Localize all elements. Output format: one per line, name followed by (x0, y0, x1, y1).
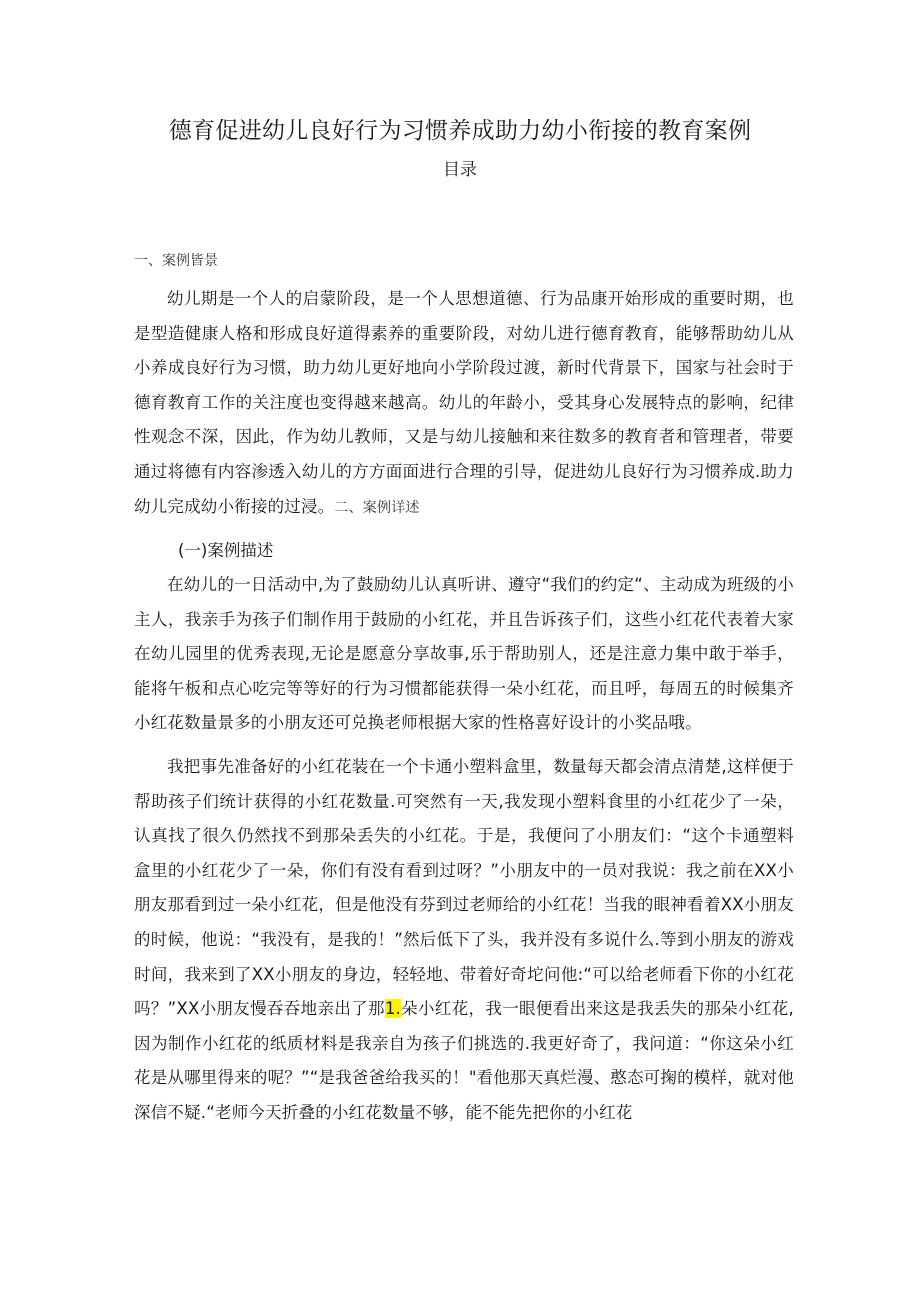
paragraph-background (134, 282, 794, 525)
highlighted-text: 1. (384, 999, 402, 1019)
section-heading-background: 一、案例皆景 (134, 253, 218, 269)
paragraph-text: 幼儿期是一个人的启蒙阶段，是一个人思想道德、行为品康开始形成的重要时期，也是型造健康人格和形成良好道得素养的重要阶段，对幼儿进行德育教育，能够帮助幼儿从小养成良好行为习惯，助力幼儿更好地向小学阶段过渡，新时代背景下，国家与社会时于德育教育工作的关注度也变得越来越高。幼儿的年龄小，受其身心发展特点的影响，纪律性观念不深，因此，作为幼儿教师，又是与幼儿接触和来往数多的教育者和管理者，带要通过将德有内容渗透入幼儿的方方面面进行合理的引导，促进幼儿良好行为习惯养成.助力幼儿完成幼小衔接的过浸。 (134, 289, 794, 516)
subsection-heading-description: (一)案例描述 (178, 541, 274, 560)
paragraph-text-part1: 我把事先准备好的小红花装在一个卡通小塑料盒里，数量每天都会清点清楚,这样便于帮助孩子们统计获得的小红花数量.可突然有一天,我发现小塑料食里的小红花少了一朵，认真找了很久仍然找不到那朵丢失的小红花。于是，我便问了小朋友们：“这个卡通塑料盒里的小红花少了一朵，你们有没有看到过呀？”小朋友中的一员对我说：我之前在XX小朋友那看到过一朵小红花，但是他没有芬到过老师给的小红花！当我的眼神看着XX小朋友的时候，他说：“我没有，是我的！”然后低下了头，我并没有多说什么.等到小朋友的游戏时间，我来到了XX小朋友的身边，轻轻地、带着好奇坨问他:“可以给老师看下你的小红花吗？”XX小朋友慢吞吞地亲出了那 (134, 757, 794, 1019)
paragraph-activity (134, 568, 794, 741)
paragraph-incident (134, 750, 794, 1131)
paragraph-text: 在幼儿的一日活动中,为了鼓励幼儿认真听讲、遵守“我们的约定“、主动成为班级的小主人，我亲手为孩子们制作用于鼓励的小红花，并且告诉孩子们，这些小红花代表着大家在幼儿园里的优秀表现,无论是愿意分享故事,乐于帮助别人，还是注意力集中敢于举手，能将午板和点心吃完等等好的行为习惯都能获得一朵小红花，而且呼，每周五的时候集齐小红花数量景多的小朋友还可兑换老师根据大家的性格喜好设计的小奖品哦。 (134, 575, 794, 733)
toc-label: 目录 (443, 160, 477, 180)
document-title: 德育促进幼儿良好行为习惯养成助力幼小衔接的教育案例 (168, 118, 752, 144)
section-heading-details: 二、案例详述 (334, 499, 420, 516)
paragraph-text-part2: 朵小红花，我一眼便看出来这是我丢失的那朵小红花,因为制作小红花的纸质材料是我亲自为孩子们挑选的.我更好奇了，我问道：“你这朵小红花是从哪里得来的呢？”“是我爸爸给我买的！"看他那天真烂漫、憨态可掬的模样，就对他深信不疑.“老师今天折叠的小红花数量不够，能不能先把你的小红花 (134, 999, 794, 1122)
